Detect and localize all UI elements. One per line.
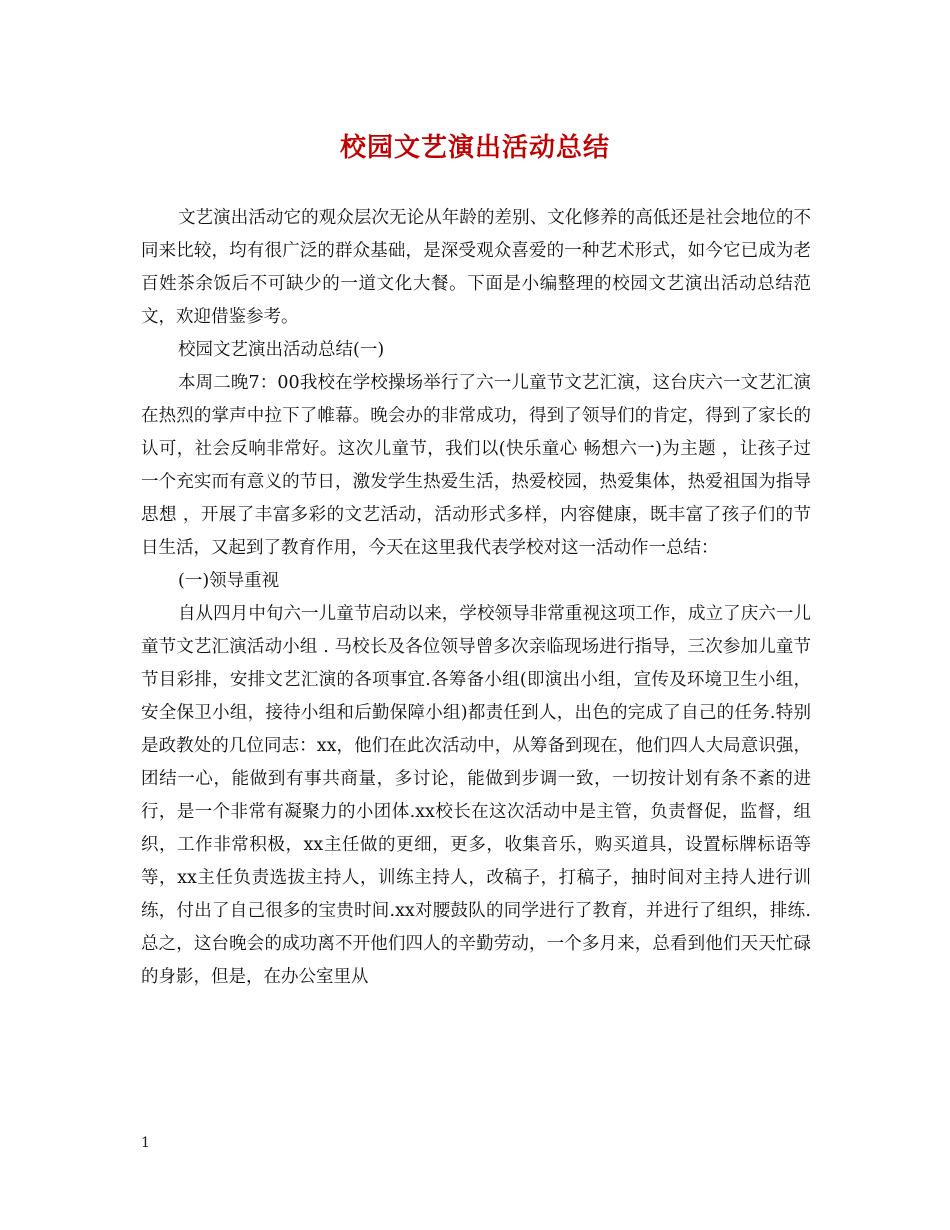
section-heading-summary-1: 校园文艺演出活动总结(一) — [178, 340, 385, 360]
body-paragraph-leadership: 自从四月中旬六一儿童节启动以来，学校领导非常重视这项工作，成立了庆六一儿童节文艺汇演活动小组 . 马校长及各位领导曾多次亲临现场进行指导，三次参加儿童节节目彩排，安排文艺汇演的各项事宜.各筹备小组(即演出小组，宣传及环境卫生小组，安全保卫小组，接待小组和后勤保障小组)都责任到人，出色的完成了自己的任务.特别是政教处的几位同志：xx，他们在此次活动中，从筹备到现在，他们四人大局意识强，团结一心，能做到有事共商量，多讨论，能做到步调一致，一切按计划有条不紊的进行，是一个非常有凝聚力的小团体.xx校长在这次活动中是主管，负责督促，监督，组织，工作非常积极，xx主任做的更细，更多，收集音乐，购买道具，设置标牌标语等等，xx主任负责选拔主持人，训练主持人，改稿子，打稿子，抽时间对主持人进行训练，付出了自己很多的宝贵时间.xx对腰鼓队的同学进行了教育，并进行了组织，排练.总之，这台晚会的成功离不开他们四人的辛勤劳动，一个多月来，总看到他们天天忙碌的身影，但是，在办公室里从 — [141, 604, 811, 987]
body-paragraph-event: 本周二晚7：00我校在学校操场举行了六一儿童节文艺汇演，这台庆六一文艺汇演在热烈的掌声中拉下了帷幕。晚会办的非常成功，得到了领导们的肯定，得到了家长的认可，社会反响非常好。这次儿童节，我们以(快乐童心 畅想六一)为主题 ，让孩子过一个充实而有意义的节日，激发学生热爱生活，热爱校园，热爱集体，热爱祖国为指导思想 ，开展了丰富多彩的文艺活动，活动形式多样，内容健康，既丰富了孩子们的节日生活，又起到了教育作用，今天在这里我代表学校对这一活动作一总结： — [141, 373, 811, 558]
intro-paragraph: 文艺演出活动它的观众层次无论从年龄的差别、文化修养的高低还是社会地位的不同来比较，均有很广泛的群众基础，是深受观众喜爱的一种艺术形式，如今它已成为老百姓茶余饭后不可缺少的一道文化大餐。下面是小编整理的校园文艺演出活动总结范文，欢迎借鉴参考。 — [141, 208, 811, 327]
subsection-heading-leadership: (一)领导重视 — [178, 571, 280, 591]
document-body — [141, 202, 811, 994]
document-title: 校园文艺演出活动总结 — [339, 133, 610, 163]
page-number: 1 — [141, 1135, 150, 1151]
